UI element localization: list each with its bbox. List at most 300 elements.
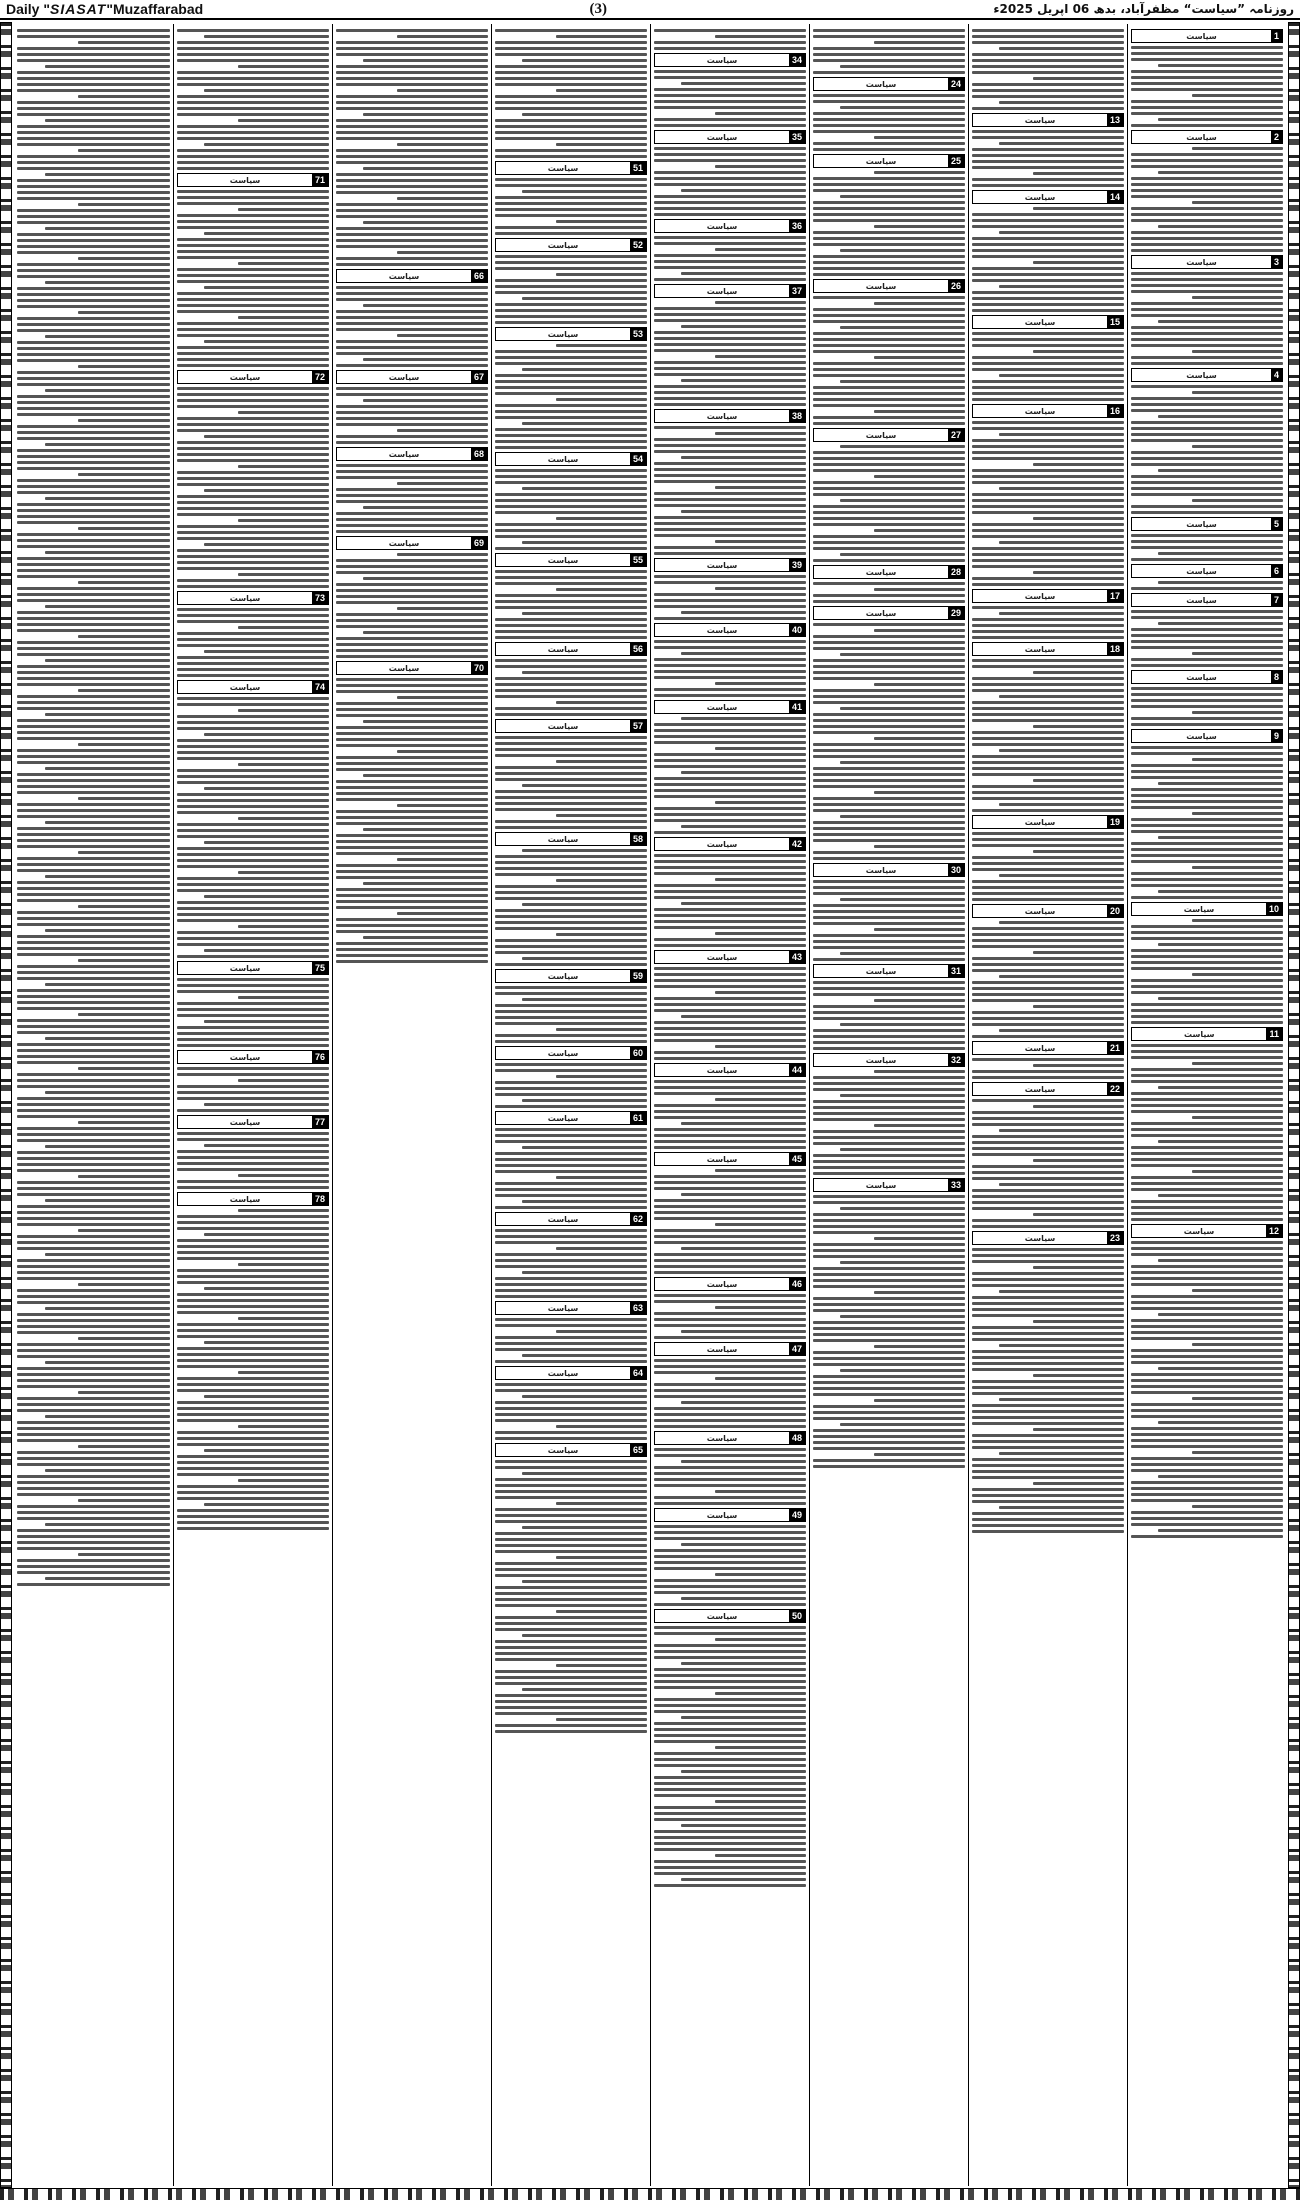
text-line: [1158, 171, 1283, 174]
text-block: [1131, 534, 1283, 561]
text-line: [654, 1051, 806, 1054]
text-line: [813, 350, 965, 353]
text-line: [556, 1075, 647, 1078]
text-line: [654, 908, 806, 911]
text-line: [17, 947, 170, 950]
text-line: [177, 793, 329, 796]
text-line: [1131, 1271, 1283, 1274]
text-line: [17, 161, 170, 164]
text-line: [1131, 1152, 1283, 1155]
news-item-header: [972, 589, 1124, 603]
text-line: [654, 1365, 806, 1368]
text-line: [813, 701, 965, 704]
text-line: [972, 1225, 1124, 1228]
text-line: [177, 579, 329, 582]
text-line: [1131, 249, 1283, 252]
siasat-logo: سیاست: [706, 132, 738, 142]
news-item-header: [336, 661, 488, 675]
text-line: [654, 1806, 806, 1809]
text-line: [17, 1427, 170, 1430]
text-line: [874, 529, 965, 532]
text-line: [654, 1626, 806, 1629]
text-line: [1131, 290, 1283, 293]
text-line: [874, 737, 965, 740]
text-line: [17, 833, 170, 836]
text-line: [177, 931, 329, 934]
news-item-number: 76: [312, 1051, 328, 1063]
text-line: [177, 1431, 329, 1434]
text-block: [177, 190, 329, 367]
text-line: [336, 364, 488, 367]
text-line: [654, 1253, 806, 1256]
text-line: [715, 991, 806, 994]
text-line: [1158, 1259, 1283, 1262]
text-line: [177, 847, 329, 850]
text-block: [972, 332, 1124, 401]
text-line: [17, 755, 170, 758]
text-line: [972, 154, 1124, 157]
text-line: [495, 636, 647, 639]
text-line: [177, 984, 329, 987]
text-block: [654, 147, 806, 216]
text-line: [17, 1169, 170, 1172]
text-line: [177, 1091, 329, 1094]
text-line: [336, 209, 488, 212]
text-line: [813, 1076, 965, 1079]
text-line: [654, 807, 806, 810]
text-line: [17, 677, 170, 680]
text-line: [681, 272, 806, 275]
text-line: [238, 1079, 329, 1082]
text-line: [999, 1506, 1124, 1509]
text-line: [654, 278, 806, 281]
text-line: [972, 1219, 1124, 1222]
text-line: [1131, 1206, 1283, 1209]
text-block: [813, 582, 965, 603]
text-line: [972, 35, 1124, 38]
text-line: [495, 1652, 647, 1655]
text-line: [45, 119, 170, 122]
text-line: [654, 1318, 806, 1321]
text-line: [495, 547, 647, 550]
text-line: [654, 391, 806, 394]
text-line: [17, 707, 170, 710]
text-line: [1131, 1212, 1283, 1215]
text-line: [654, 688, 806, 691]
siasat-logo: سیاست: [706, 1279, 738, 1289]
text-block: [813, 29, 965, 74]
text-line: [17, 773, 170, 776]
text-line: [972, 731, 1124, 734]
text-line: [495, 1383, 647, 1386]
text-line: [495, 1413, 647, 1416]
text-line: [840, 445, 965, 448]
text-line: [177, 358, 329, 361]
text-line: [715, 1800, 806, 1803]
text-line: [336, 53, 488, 56]
news-item-number: 25: [948, 155, 964, 167]
text-line: [17, 665, 170, 668]
text-line: [840, 65, 965, 68]
text-line: [813, 1279, 965, 1282]
text-line: [495, 1283, 647, 1286]
masthead-title: [6, 1, 203, 17]
text-line: [495, 951, 647, 954]
text-line: [1131, 58, 1283, 61]
text-line: [654, 1740, 806, 1743]
text-line: [204, 35, 329, 38]
text-block: [495, 1318, 647, 1363]
text-line: [1131, 427, 1283, 430]
text-line: [1131, 896, 1283, 899]
bottom-decorative-border: [0, 2188, 1300, 2200]
text-line: [204, 787, 329, 790]
text-line: [999, 1290, 1124, 1293]
text-block: [654, 1448, 806, 1505]
text-line: [177, 638, 329, 641]
text-line: [972, 737, 1124, 740]
text-line: [1131, 628, 1283, 631]
news-item-number: 50: [789, 1610, 805, 1622]
text-line: [1192, 1289, 1283, 1292]
text-line: [17, 1385, 170, 1388]
text-block: [972, 921, 1124, 1038]
text-line: [1131, 534, 1283, 537]
text-line: [495, 1592, 647, 1595]
news-item-number: 7: [1271, 594, 1282, 606]
text-line: [495, 867, 647, 870]
text-line: [972, 577, 1124, 580]
text-line: [45, 443, 170, 446]
text-line: [715, 35, 806, 38]
text-line: [1158, 782, 1283, 785]
text-line: [654, 254, 806, 257]
text-line: [654, 522, 806, 525]
text-line: [813, 559, 965, 562]
text-line: [17, 881, 170, 884]
text-line: [654, 1752, 806, 1755]
text-line: [813, 1219, 965, 1222]
text-line: [715, 165, 806, 168]
text-block: [177, 387, 329, 588]
text-line: [681, 325, 806, 328]
text-line: [1131, 1481, 1283, 1484]
text-line: [840, 326, 965, 329]
text-line: [813, 29, 965, 32]
text-line: [17, 911, 170, 914]
news-item-header: [495, 1301, 647, 1315]
news-item-number: 18: [1107, 643, 1123, 655]
text-line: [495, 71, 647, 74]
text-line: [1033, 1320, 1124, 1323]
text-line: [1131, 1385, 1283, 1388]
text-line: [177, 829, 329, 832]
news-item-number: 35: [789, 131, 805, 143]
text-line: [840, 553, 965, 556]
text-line: [177, 1473, 329, 1476]
text-line: [177, 853, 329, 856]
text-line: [813, 53, 965, 56]
text-line: [177, 59, 329, 62]
text-line: [1131, 70, 1283, 73]
text-line: [972, 630, 1124, 633]
text-line: [78, 1337, 170, 1340]
text-line: [336, 708, 488, 711]
text-line: [204, 841, 329, 844]
news-item-header: [654, 284, 806, 298]
text-line: [238, 573, 329, 576]
text-line: [495, 754, 647, 757]
text-line: [972, 1488, 1124, 1491]
text-line: [177, 71, 329, 74]
text-line: [17, 1103, 170, 1106]
text-line: [522, 1395, 647, 1398]
text-line: [177, 1097, 329, 1100]
text-line: [177, 83, 329, 86]
text-line: [813, 59, 965, 62]
text-line: [972, 1464, 1124, 1467]
text-line: [654, 444, 806, 447]
text-block: [1131, 581, 1283, 590]
text-line: [177, 1132, 329, 1135]
text-line: [813, 398, 965, 401]
text-line: [972, 939, 1124, 942]
text-line: [177, 1347, 329, 1350]
siasat-logo: سیاست: [388, 372, 420, 382]
text-line: [495, 1289, 647, 1292]
news-column: [332, 24, 491, 2186]
text-line: [654, 153, 806, 156]
text-line: [17, 863, 170, 866]
text-line: [972, 71, 1124, 74]
text-line: [17, 1043, 170, 1046]
siasat-logo: سیاست: [229, 1194, 261, 1204]
text-line: [495, 1568, 647, 1571]
news-item-header: [177, 961, 329, 975]
news-item-header: [654, 558, 806, 572]
text-line: [177, 674, 329, 677]
siasat-logo: سیاست: [1024, 1043, 1056, 1053]
text-line: [1131, 824, 1283, 827]
text-line: [654, 920, 806, 923]
news-item-number: 13: [1107, 114, 1123, 126]
text-block: [495, 178, 647, 235]
text-line: [654, 1758, 806, 1761]
text-line: [336, 780, 488, 783]
text-line: [177, 334, 329, 337]
news-item-number: 68: [471, 448, 487, 460]
text-line: [972, 41, 1124, 44]
text-line: [45, 227, 170, 230]
text-line: [495, 196, 647, 199]
text-line: [840, 707, 965, 710]
text-line: [972, 59, 1124, 62]
text-line: [972, 386, 1124, 389]
text-line: [840, 499, 965, 502]
text-line: [17, 29, 170, 32]
text-line: [17, 815, 170, 818]
text-line: [17, 629, 170, 632]
text-line: [495, 95, 647, 98]
text-line: [1131, 848, 1283, 851]
news-item-header: [1131, 593, 1283, 607]
news-item-number: 67: [471, 371, 487, 383]
siasat-logo: سیاست: [1024, 115, 1056, 125]
text-line: [715, 540, 806, 543]
text-line: [813, 308, 965, 311]
text-line: [495, 772, 647, 775]
text-line: [874, 1070, 965, 1073]
text-line: [495, 1490, 647, 1493]
news-item-header: [495, 238, 647, 252]
text-line: [1192, 147, 1283, 150]
text-line: [78, 257, 170, 260]
text-line: [813, 1429, 965, 1432]
text-line: [813, 1142, 965, 1145]
text-line: [495, 1682, 647, 1685]
text-line: [972, 862, 1124, 865]
text-line: [972, 665, 1124, 668]
text-line: [1158, 1367, 1283, 1370]
text-line: [813, 183, 965, 186]
text-line: [874, 171, 965, 174]
text-line: [1131, 634, 1283, 637]
text-line: [495, 748, 647, 751]
text-line: [17, 1127, 170, 1130]
text-line: [972, 83, 1124, 86]
text-line: [17, 107, 170, 110]
text-line: [336, 185, 488, 188]
news-item-header: [813, 863, 965, 877]
text-line: [813, 416, 965, 419]
text-line: [177, 1269, 329, 1272]
text-line: [874, 791, 965, 794]
text-line: [177, 393, 329, 396]
text-line: [495, 986, 647, 989]
text-line: [78, 1553, 170, 1556]
text-line: [972, 1141, 1124, 1144]
text-block: [1131, 610, 1283, 667]
text-line: [972, 1099, 1124, 1102]
text-block: [654, 1525, 806, 1606]
text-line: [495, 214, 647, 217]
text-line: [1131, 1188, 1283, 1191]
text-line: [556, 517, 647, 520]
text-line: [17, 803, 170, 806]
text-line: [1158, 997, 1283, 1000]
text-line: [654, 1181, 806, 1184]
text-line: [1033, 1159, 1124, 1162]
text-line: [654, 694, 806, 697]
siasat-logo: سیاست: [706, 839, 738, 849]
text-line: [177, 274, 329, 277]
text-line: [654, 1555, 806, 1558]
text-line: [972, 362, 1124, 365]
news-item-header: [654, 219, 806, 233]
text-line: [1158, 622, 1283, 625]
text-line: [336, 47, 488, 50]
text-line: [1131, 884, 1283, 887]
text-line: [813, 623, 965, 626]
text-line: [1131, 112, 1283, 115]
siasat-logo: سیاست: [229, 175, 261, 185]
text-line: [813, 35, 965, 38]
text-line: [813, 523, 965, 526]
text-block: [495, 1383, 647, 1440]
text-line: [495, 380, 647, 383]
news-item-number: 39: [789, 559, 805, 571]
text-line: [813, 1405, 965, 1408]
text-line: [45, 1037, 170, 1040]
text-line: [1131, 362, 1283, 365]
text-line: [813, 1459, 965, 1462]
news-item-number: 77: [312, 1116, 328, 1128]
news-item-number: 53: [630, 328, 646, 340]
text-line: [972, 1332, 1124, 1335]
text-line: [17, 1235, 170, 1238]
text-line: [17, 191, 170, 194]
text-line: [813, 177, 965, 180]
text-line: [1192, 711, 1283, 714]
news-columns: [14, 24, 1286, 2186]
text-line: [1131, 705, 1283, 708]
text-line: [495, 1253, 647, 1256]
text-line: [972, 249, 1124, 252]
text-line: [1131, 764, 1283, 767]
text-line: [813, 535, 965, 538]
siasat-logo: سیاست: [547, 1048, 579, 1058]
text-line: [17, 893, 170, 896]
text-line: [495, 41, 647, 44]
text-line: [654, 1116, 806, 1119]
text-line: [17, 1319, 170, 1322]
text-line: [1131, 860, 1283, 863]
text-line: [1158, 64, 1283, 67]
text-line: [495, 529, 647, 532]
text-line: [1131, 1164, 1283, 1167]
text-line: [813, 1321, 965, 1324]
text-line: [1131, 1009, 1283, 1012]
text-line: [397, 804, 488, 807]
text-line: [1033, 1105, 1124, 1108]
text-line: [556, 701, 647, 704]
text-line: [813, 392, 965, 395]
news-item-number: 48: [789, 1432, 805, 1444]
text-line: [556, 220, 647, 223]
text-line: [336, 810, 488, 813]
text-line: [681, 611, 806, 614]
text-line: [17, 977, 170, 980]
text-line: [715, 747, 806, 750]
text-line: [495, 992, 647, 995]
text-block: [813, 296, 965, 425]
text-line: [999, 1452, 1124, 1455]
text-line: [715, 1638, 806, 1641]
text-line: [363, 358, 488, 361]
text-line: [654, 605, 806, 608]
text-line: [972, 1512, 1124, 1515]
text-line: [972, 481, 1124, 484]
text-line: [495, 1170, 647, 1173]
text-line: [522, 998, 647, 1001]
text-line: [840, 952, 965, 955]
text-line: [336, 762, 488, 765]
text-line: [972, 987, 1124, 990]
text-line: [336, 292, 488, 295]
news-item-number: 30: [948, 864, 964, 876]
text-line: [522, 487, 647, 490]
text-line: [78, 1067, 170, 1070]
